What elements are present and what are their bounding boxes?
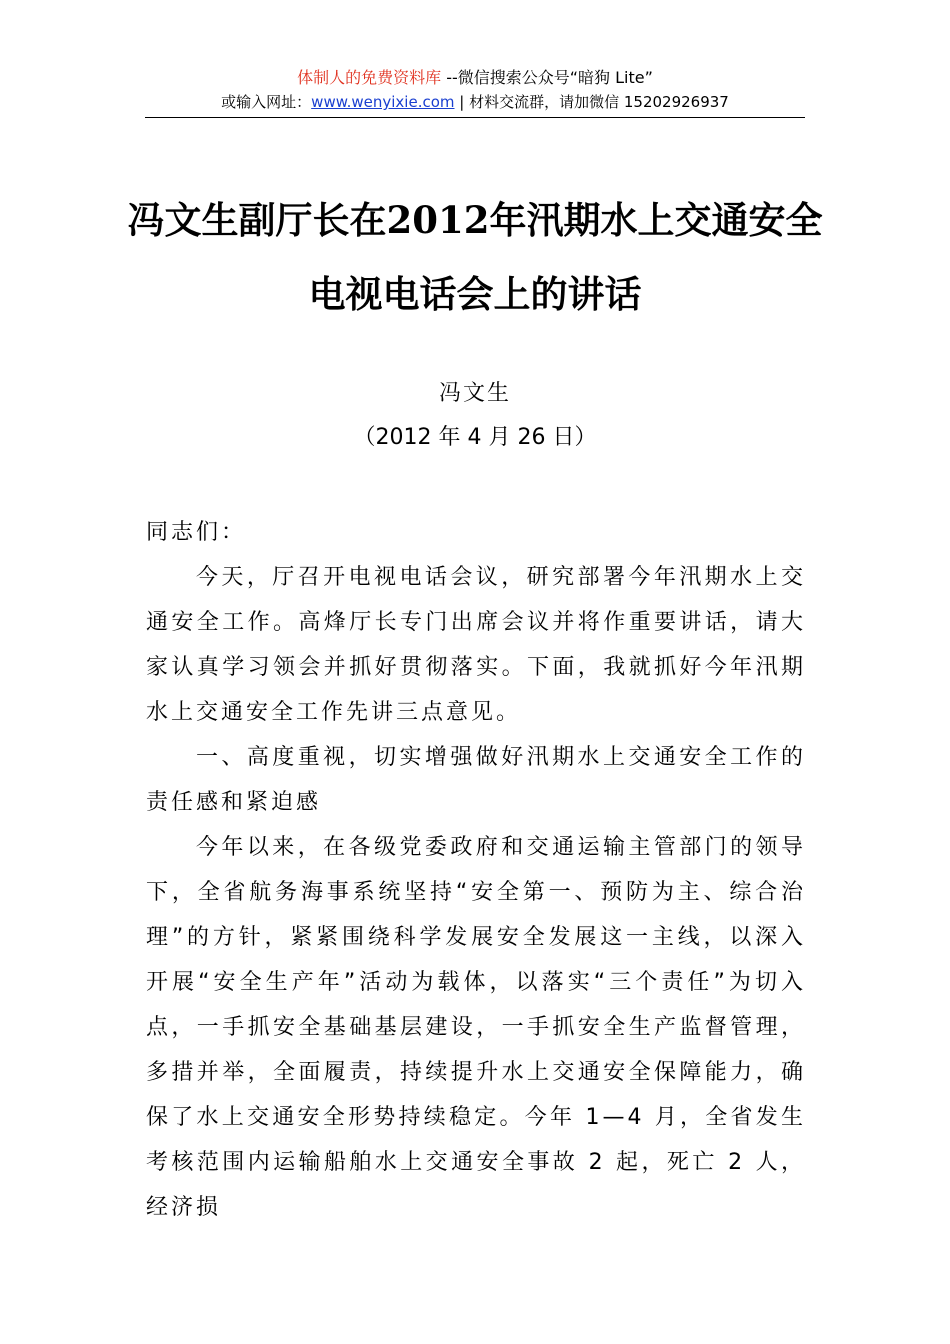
header-line-2 <box>145 90 805 114</box>
wechat-note: --微信搜索公众号“暗狗 Lite” <box>441 68 653 87</box>
greeting: 同志们： <box>146 520 247 545</box>
header-line-1 <box>145 66 805 90</box>
document-title-line-2: 电视电话会上的讲话 <box>308 272 642 316</box>
paragraph: 今天，厅召开电视电话会议，研究部署今年汛期水上交通安全工作。高烽厅长专门出席会议并将作重要讲话，请大家认真学习领会并抓好贯彻落实。下面，我就抓好今年汛期水上交通安全工作先讲三点意见。 <box>146 565 806 725</box>
page-header <box>145 66 805 114</box>
website-link[interactable]: www.wenyixie.com <box>311 93 455 111</box>
header-divider <box>145 117 805 118</box>
section-heading: 一、高度重视，切实增强做好汛期水上交通安全工作的责任感和紧迫感 <box>146 745 806 815</box>
speech-date: （2012 年 4 月 26 日） <box>353 425 597 450</box>
document-body <box>146 510 806 1230</box>
url-prefix: 或输入网址： <box>221 93 312 111</box>
document-title-line-1: 冯文生副厅长在2012年汛期水上交通安全 <box>127 198 823 242</box>
brand-text: 体制人的免费资料库 <box>297 68 442 87</box>
contact-info: | 材料交流群，请加微信 15202926937 <box>454 93 729 111</box>
paragraph: 今年以来，在各级党委政府和交通运输主管部门的领导下，全省航务海事系统坚持“安全第一、预防为主、综合治理”的方针，紧紧围绕科学发展安全发展这一主线，以深入开展“安全生产年”活动为载体，以落实“三个责任”为切入点，一手抓安全基础基层建设，一手抓安全生产监督管理，多措并举，全面履责，持续提升水上交通安全保障能力，确保了水上交通安全形势持续稳定。今年 1—4 月，全省发生考核范围内运输船舶水上交通安全事故 2 起，死亡 2 人，经济损 <box>146 835 806 1220</box>
author: 冯文生 <box>438 381 511 406</box>
